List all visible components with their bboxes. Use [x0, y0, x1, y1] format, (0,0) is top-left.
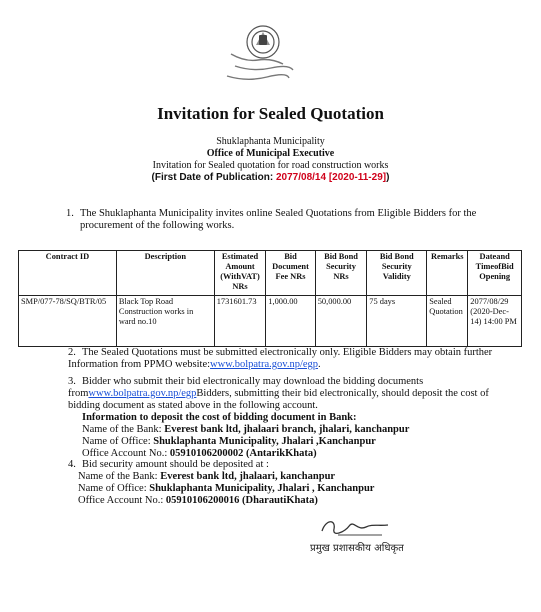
cell-estimated-amount: 1731601.73 [214, 296, 266, 347]
col-header-bid-bond-security: Bid Bond Security NRs [315, 251, 367, 296]
col-header-estimated-amount: Estimated Amount (WithVAT) NRs [214, 251, 266, 296]
signatory-title: प्रमुख प्रशासकीय अधिकृत [310, 543, 404, 554]
cell-contract-id: SMP/077-78/SQ/BTR/05 [19, 296, 117, 347]
paragraph-2 [68, 347, 498, 371]
deposit-info-heading: Information to deposit the cost of bidding document in Bank: [82, 412, 357, 423]
deposit-account-value: 05910106200002 (AntarikKhata) [169, 448, 317, 459]
paragraph-1-text: The Shuklaphanta Municipality invites online Sealed Quotations from Eligible Bidders for the procurement of the following works. [80, 208, 477, 231]
paragraph-2-end: . [318, 359, 321, 370]
deposit-office-line [68, 436, 498, 448]
paragraph-3-text-b: Bidders, submitting their bid electronically, should deposit the cost of bidding document as stated above in the following account. [68, 388, 489, 411]
office-name: Office of Municipal Executive [206, 148, 335, 159]
cell-bid-bond-validity: 75 days [367, 296, 427, 347]
deposit-bank-line [68, 424, 498, 436]
col-header-description: Description [116, 251, 214, 296]
col-header-bid-opening: Dateand TimeofBid Opening [468, 251, 522, 296]
security-bank-label: Name of the Bank: [78, 471, 161, 482]
col-header-contract-id: Contract ID [19, 251, 117, 296]
contract-table [18, 250, 522, 347]
table-row [19, 296, 522, 347]
paragraph-3 [68, 376, 498, 460]
security-bank-line [68, 471, 498, 483]
security-office-line [68, 483, 498, 495]
publication-date: 2077/08/14 [2020-11-29] [276, 172, 387, 183]
document-title: Invitation for Sealed Quotation [157, 104, 384, 123]
paragraph-2-number: 2. [68, 347, 76, 358]
paragraph-1 [66, 208, 486, 232]
cell-bid-opening: 2077/08/29 (2020-Dec-14) 14:00 PM [468, 296, 522, 347]
paragraph-3-text-a: Bidder who submit their bid electronically may download the bidding documents from [68, 376, 424, 399]
ppmo-website-link[interactable]: www.bolpatra.gov.np/egp [210, 359, 319, 370]
paragraph-3-number: 3. [68, 376, 76, 387]
handwritten-signature [316, 513, 396, 541]
deposit-bank-value: Everest bank ltd, jhalaari branch, jhalari, kanchanpur [164, 424, 410, 435]
paragraph-1-number: 1. [66, 208, 74, 219]
deposit-office-label: Name of Office: [82, 436, 154, 447]
publication-date-line [0, 172, 541, 184]
deposit-account-label: Office Account No.: [82, 448, 170, 459]
deposit-bank-label: Name of the Bank: [82, 424, 165, 435]
security-bank-value: Everest bank ltd, jhalaari, kanchanpur [160, 471, 336, 482]
publication-suffix: ) [386, 172, 390, 183]
security-account-line [68, 495, 498, 507]
paragraph-2-text: The Sealed Quotations must be submitted electronically only. Eligible Bidders may obtain further Information from PPMO website: [68, 347, 493, 370]
table-header-row [19, 251, 522, 296]
col-header-remarks: Remarks [427, 251, 468, 296]
publication-prefix: (First Date of Publication: [151, 172, 276, 183]
security-account-label: Office Account No.: [78, 495, 166, 506]
security-office-label: Name of Office: [78, 483, 150, 494]
paragraph-4-text: Bid security amount should be deposited at : [82, 459, 269, 470]
security-office-value: Shuklaphanta Municipality, Jhalari , Kanchanpur [149, 483, 375, 494]
cell-bid-bond-security: 50,000.00 [315, 296, 367, 347]
security-account-value: 05910106200016 (DharautiKhata) [165, 495, 318, 506]
col-header-bid-document-fee: Bid Document Fee NRs [266, 251, 315, 296]
deposit-office-value: Shuklaphanta Municipality, Jhalari ,Kanchanpur [153, 436, 376, 447]
bolpatra-download-link[interactable]: www.bolpatra.gov.np/egp [88, 388, 197, 399]
cell-bid-document-fee: 1,000.00 [266, 296, 315, 347]
paragraph-4 [68, 459, 498, 507]
municipality-seal-logo [223, 22, 301, 84]
organization-name: Shuklaphanta Municipality [216, 136, 325, 147]
cell-remarks: Sealed Quotation [427, 296, 468, 347]
paragraph-4-number: 4. [68, 459, 76, 470]
notice-subject: Invitation for Sealed quotation for road construction works [152, 160, 389, 171]
cell-description: Black Top Road Construction works in ward no.10 [116, 296, 214, 347]
col-header-bid-bond-validity: Bid Bond Security Validity [367, 251, 427, 296]
